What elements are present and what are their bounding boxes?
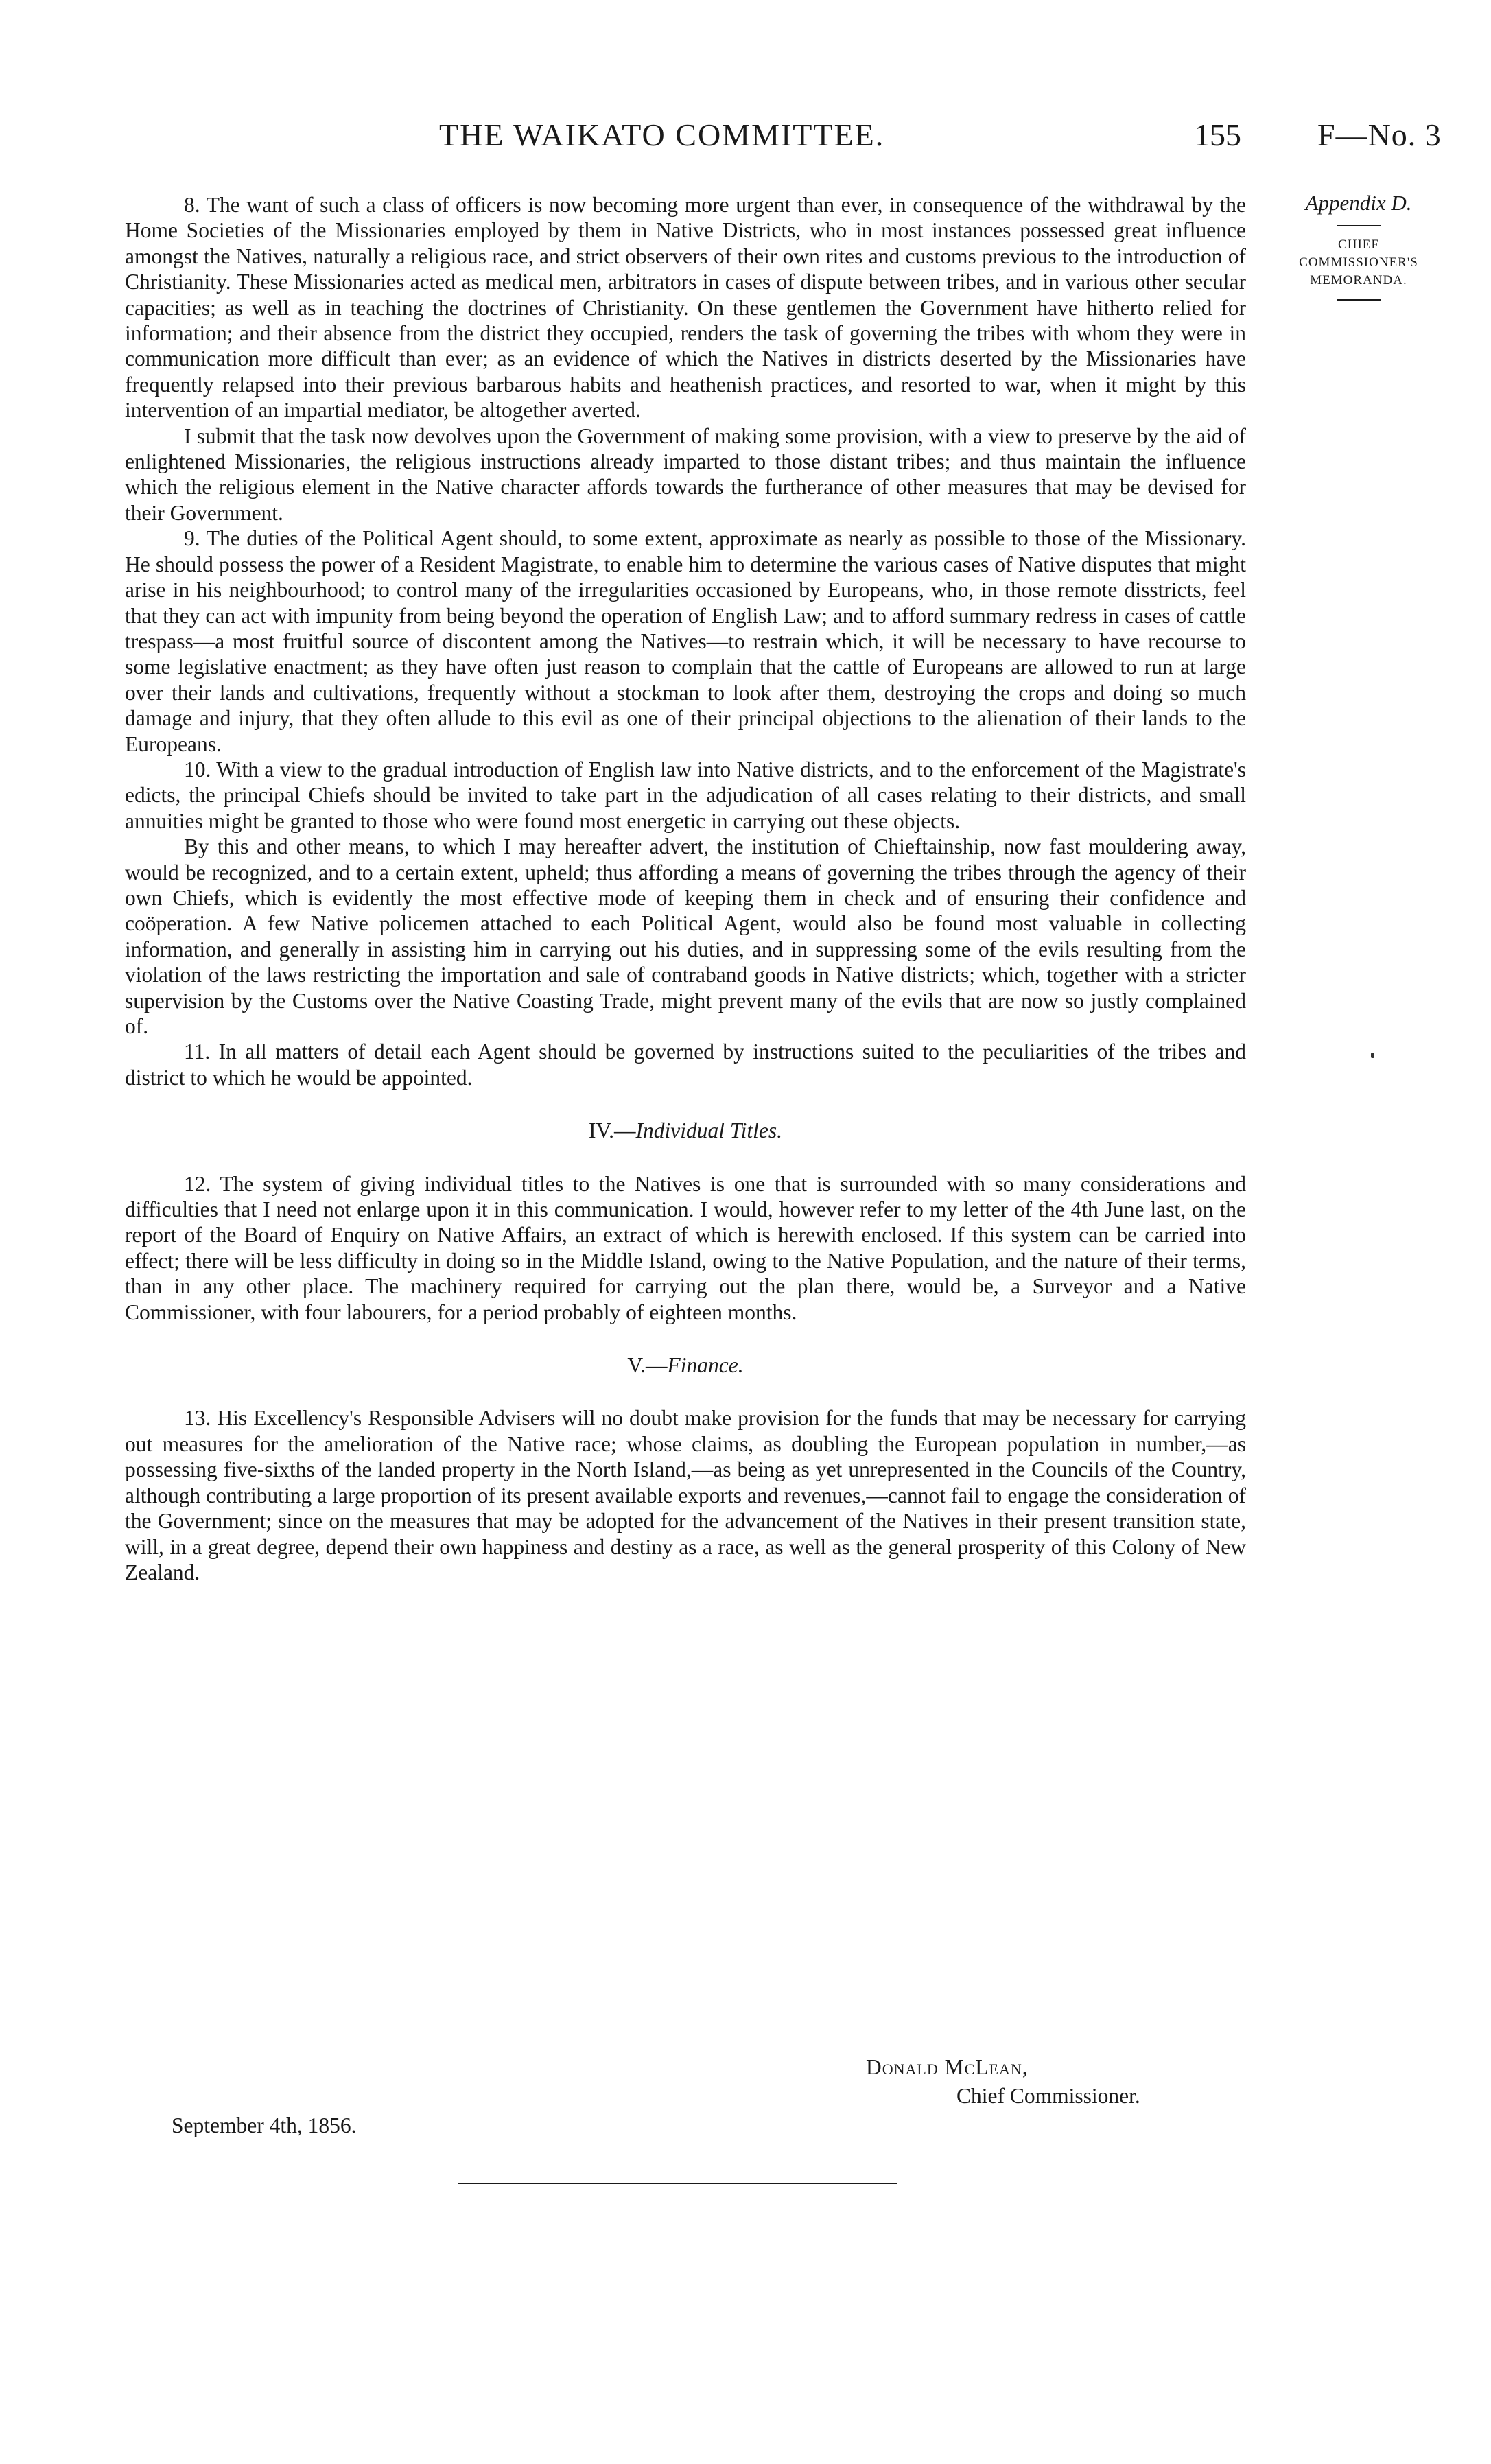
paragraph-8-continued: I submit that the task now devolves upon the Government of making some provision, with a view to preserve by the aid of enlightened Missionaries, the religious instructions already imparted to those distant tribes; and thus maintain the influence which the religious element in the Native character affords towards the furtherance of other measures that may be devised for their Government. [125, 423, 1246, 525]
section-number: IV.— [588, 1118, 636, 1143]
paragraph-9: 9. The duties of the Political Agent should, to some extent, approximate as nearly as possible to those of the Missionary. He should possess the power of a Resident Magistrate, to enable him to determine the various cases of Native disputes that might arise in his neighbourhood; to control many of the irregularities occasioned by Europeans, who, in those remote disstricts, feel that they can act with impunity from being beyond the operation of English Law; and to afford summary redress in cases of cattle trespass—a most fruitful source of discontent among the Natives—to restrain which, it will be necessary to have recourse to some legislative enactment; as they have often just reason to complain that the cattle of Europeans are allowed to run at large over their lands and cultivations, frequently without a stockman to look after them, destroying the crops and doing so much damage and injury, that they often allude to this evil as one of their principal objections to the alienation of their lands to the Europeans. [125, 526, 1246, 756]
paper-id: F—No. 3 [1317, 117, 1442, 152]
running-title: THE WAIKATO COMMITTEE. [439, 117, 885, 152]
section-title: Individual Titles. [635, 1118, 783, 1143]
margin-note-line-1: CHIEF [1338, 237, 1379, 252]
closing-rule [458, 2183, 897, 2184]
signatory-title: Chief Commissioner. [956, 2084, 1140, 2108]
signatory-name: Donald McLean, [866, 2055, 1029, 2079]
date-line: September 4th, 1856. [172, 2113, 357, 2137]
section-heading-individual-titles [125, 1118, 1246, 1143]
paragraph-10-continued: By this and other means, to which I may hereafter advert, the institution of Chieftainship, now fast mouldering away, would be recognized, and to a certain extent, upheld; thus affording a means of governing the tribes through the agency of their own Chiefs, which is evidently the most effective mode of keeping them in check and of ensuring their confidence and coöperation. A few Native policemen attached to each Political Agent, would also be found most valuable in collecting information, and generally in assisting him in carrying out his duties, and in suppressing some of the evils resulting from the violation of the laws restricting the importation and sale of contraband goods in Native districts; which, together with a stricter supervision by the Customs over the Native Coasting Trade, might prevent many of the evils that are now so justly complained of. [125, 834, 1246, 1038]
body-text [125, 192, 1246, 1585]
paragraph-10: 10. With a view to the gradual introduction of English law into Native districts, and to the enforcement of the Magistrate's edicts, the principal Chiefs should be invited to take part in the adjudication of all cases relating to their districts, and small annuities might be granted to those who were found most energetic in carrying out these objects. [125, 757, 1246, 833]
section-title: Finance. [667, 1353, 744, 1378]
margin-note [1276, 191, 1441, 310]
running-header [0, 117, 1491, 165]
divider [1337, 225, 1381, 226]
paragraph-8: 8. The want of such a class of officers is now becoming more urgent than ever, in consequence of the withdrawal by the Home Societies of the Missionaries employed by them in Native Districts, who in most instances possessed great influence amongst the Natives, naturally a religious race, and strict observers of their own rites and customs previous to the introduction of Christianity. These Missionaries acted as medical men, arbitrators in cases of dispute between tribes, and in various other secular capacities; as well as in teaching the doctrines of Christianity. On these gentlemen the Government have hitherto relied for information; and their absence from the district they occupied, renders the task of governing the tribes with whom they were in communication more difficult than ever; as an evidence of which the Natives in districts deserted by the Missionaries have frequently relapsed into their previous barbarous habits and heathenish practices, and resorted to war, when it might by this intervention of an impartial mediator, be altogether averted. [125, 193, 1246, 423]
page-number: 155 [1194, 117, 1241, 152]
margin-note-line-2: COMMISSIONER'S [1299, 255, 1418, 270]
margin-mark [1371, 1053, 1374, 1058]
margin-note-line-3: MEMORANDA. [1310, 273, 1407, 288]
signature-block [866, 2053, 1140, 2111]
appendix-label: Appendix D. [1305, 191, 1412, 215]
paragraph-12: 12. The system of giving individual titles to the Natives is one that is surrounded with so many considerations and difficulties that I need not enlarge upon it in this communication. I would, however refer to my letter of the 4th June last, on the report of the Board of Enquiry on Native Affairs, an extract of which is herewith enclosed. If this system can be carried into effect; there will be less difficulty in doing so in the Middle Island, owing to the Native Population, and the nature of their terms, than in any other place. The machinery required for carrying out the plan there, would be, a Surveyor and a Native Commissioner, with four labourers, for a period probably of eighteen months. [125, 1171, 1246, 1324]
section-number: V.— [627, 1353, 668, 1378]
section-heading-finance [125, 1352, 1246, 1378]
paragraph-13: 13. His Excellency's Responsible Advisers will no doubt make provision for the funds that may be necessary for carrying out measures for the amelioration of the Native race; whose claims, as doubling the European population in number,—as possessing five-sixths of the landed property in the North Island,—as being as yet unrepresented in the Councils of the Country, although contributing a large proportion of its present available exports and revenues,—cannot fail to engage the consideration of the Government; since on the measures that may be adopted for the advancement of the Natives in their present transition state, will, in a great degree, depend their own happiness and destiny as a race, as well as the general prosperity of this Colony of New Zealand. [125, 1406, 1246, 1584]
paragraph-11: 11. In all matters of detail each Agent should be governed by instructions suited to the peculiarities of the tribes and district to which he would be appointed. [125, 1040, 1246, 1090]
divider [1337, 299, 1381, 301]
